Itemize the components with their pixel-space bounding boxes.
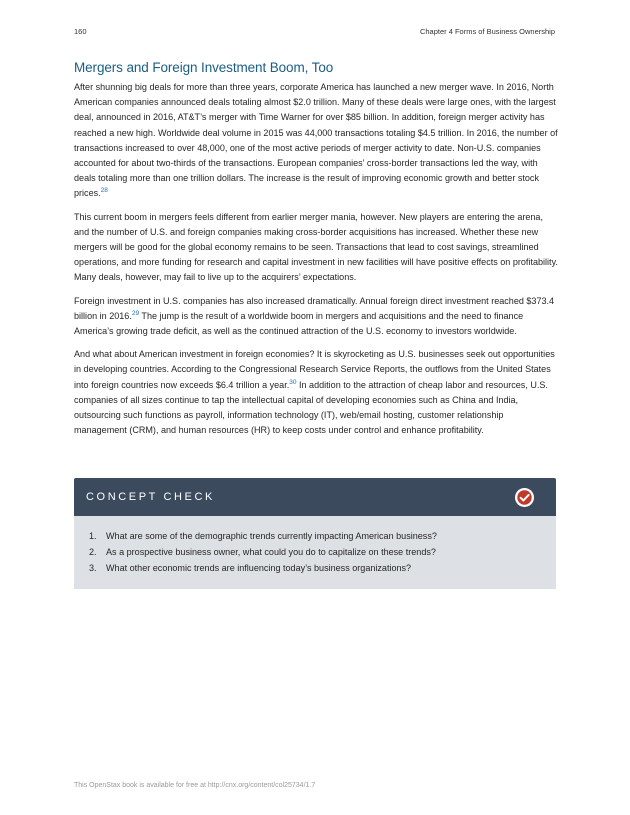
- paragraph-2: [74, 210, 558, 286]
- section-title: Mergers and Foreign Investment Boom, Too: [74, 60, 334, 75]
- body-content: [74, 80, 558, 446]
- paragraph-3-text-before: Foreign investment in U.S. companies has also increased dramatically. Annual foreign direct investment reached $373.4 billion in 2016.: [74, 295, 555, 321]
- list-item-number: 2.: [89, 547, 97, 557]
- concept-check-body: [74, 516, 556, 589]
- chapter-title: Chapter 4 Forms of Business Ownership: [419, 27, 555, 36]
- list-item-text: What are some of the demographic trends currently impacting American business?: [106, 531, 437, 541]
- concept-check-list: [74, 528, 556, 576]
- paragraph-3: [74, 294, 558, 340]
- concept-check-title: CONCEPT CHECK: [86, 491, 215, 503]
- footnote-link-29[interactable]: 29: [131, 309, 140, 317]
- page-footer: This OpenStax book is available for free at http://cnx.org/content/col25734/1.7: [74, 782, 316, 789]
- paragraph-4-text-before: And what about American investment in foreign economies? It is skyrocketing as U.S. businesses seek out opportunities in developing countries. According to the Congressional Research Service Reports, the outflows from the United States into foreign countries now exceeds $6.4 trillion a year.: [74, 349, 555, 390]
- list-item: [74, 544, 556, 560]
- list-item-text: What other economic trends are influencing today’s business organizations?: [106, 563, 412, 573]
- list-item-text: As a prospective business owner, what could you do to capitalize on these trends?: [106, 547, 436, 557]
- footnote-link-28[interactable]: 28: [100, 187, 108, 195]
- page-header: [74, 27, 555, 39]
- concept-check-header: [74, 478, 556, 516]
- paragraph-4-text-after: In addition to the attraction of cheap labor and resources, U.S. companies of all sizes continue to tap the intellectual capital of developing economies such as China and India, outsourcing such functions as payroll, information technology (IT), web/email hosting, customer relationship management (CRM), and human resources (HR) to keep costs under control and enhance profitability.: [74, 379, 548, 436]
- footnote-link-30[interactable]: 30: [289, 378, 297, 386]
- paragraph-4: [74, 347, 558, 438]
- list-item-number: 3.: [89, 563, 97, 573]
- paragraph-1: [74, 80, 558, 202]
- check-circle-icon: [515, 488, 534, 507]
- paragraph-2-text: This current boom in mergers feels different from earlier merger mania, however. New players are entering the arena, and the number of U.S. and foreign companies making cross-border acquisitions has increased. Whether these new mergers will be good for the global economy remains to be seen. Transactions that lead to cost savings, streamlined operations, and more funding for research and capital investment in new facilities will have positive effects on profitability. Many deals, however, may fail to live up to the acquirers’ expectations.: [74, 211, 558, 283]
- list-item-number: 1.: [89, 531, 97, 541]
- list-item: [74, 528, 556, 544]
- paragraph-3-text-after: The jump is the result of a worldwide boom in mergers and acquisitions and the need to finance America’s growing trade deficit, as well as the continued attraction of the U.S. economy to investors worldwide.: [74, 310, 524, 337]
- concept-check-box: [74, 478, 556, 589]
- page-number: 160: [74, 27, 87, 36]
- list-item: [74, 560, 556, 576]
- paragraph-1-text: After shunning big deals for more than three years, corporate America has launched a new merger wave. In 2016, North American companies announced deals totaling almost $2.0 trillion. Many of these deals were large ones, with the largest deal, announced in 2016, AT&T’s merger with Time Warner for over $85 billion. In addition, foreign merger activity has reached a new high. Worldwide deal volume in 2015 was 44,000 transactions totaling $4.5 trillion. In 2016, the number of transactions increased to over 48,000, one of the most active periods of merger activity to date. Non-U.S. companies accounted for about two-thirds of the transactions. European companies’ cross-border transactions led the way, with deals totaling more than one trillion dollars. The increase is the result of improving economic growth and better stock prices.: [74, 82, 558, 199]
